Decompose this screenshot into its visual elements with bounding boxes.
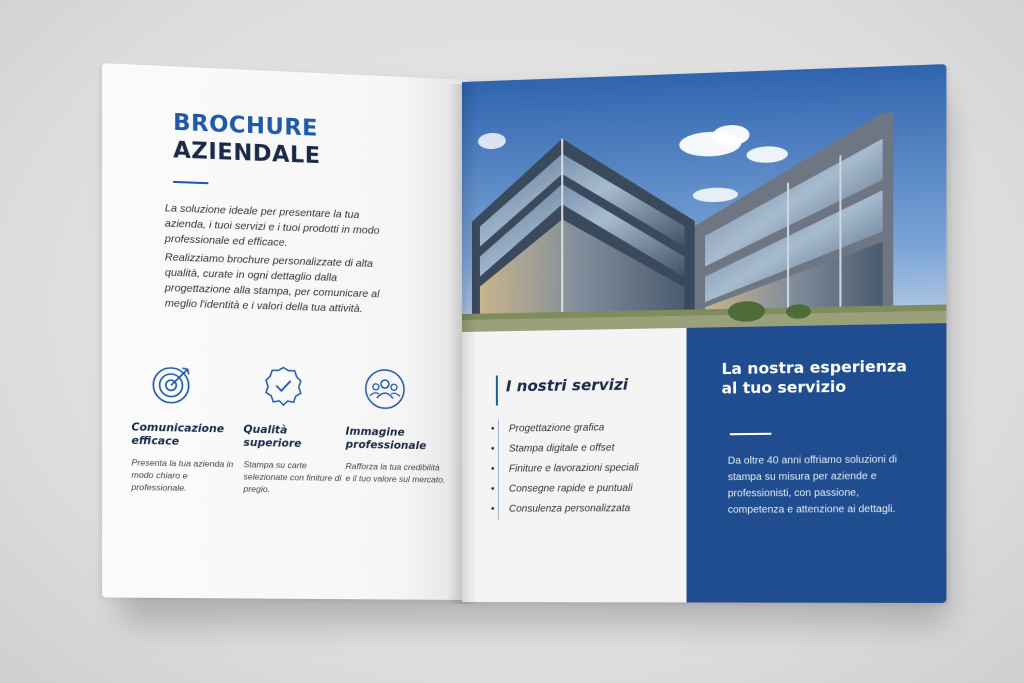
- experience-panel: [687, 323, 947, 603]
- services-heading: I nostri servizi: [505, 375, 629, 396]
- feature-description: Presenta la tua azienda in modo chiaro e professionale.: [131, 457, 234, 493]
- feature-description: Rafforza la tua credibilità e il tuo valore sul mercato.: [345, 460, 446, 485]
- quality-badge-icon: [262, 365, 305, 409]
- features-row: [131, 362, 448, 530]
- brochure-left-page: [102, 63, 470, 600]
- brochure-title: [173, 109, 320, 170]
- office-building-photo: [462, 64, 946, 332]
- experience-heading: La nostra esperienza al tuo servizio: [721, 356, 907, 398]
- brochure-right-page: [462, 64, 946, 603]
- title-line-1: BROCHURE: [173, 110, 318, 142]
- people-group-icon: [364, 367, 406, 410]
- services-list: [498, 417, 701, 520]
- list-item: • Consulenza personalizzata: [498, 499, 701, 520]
- feature-title: Qualità superiore: [243, 423, 302, 450]
- feature-communication: [131, 362, 235, 495]
- title-underline: [173, 181, 208, 184]
- feature-professional-image: [346, 367, 447, 486]
- title-line-2: AZIENDALE: [173, 137, 321, 170]
- intro-paragraph-1: La soluzione ideale per presentare la tua azienda, i tuoi servizi e i tuoi prodotti in modo professionale ed efficace.: [164, 202, 380, 250]
- feature-title: Comunicazione efficace: [131, 421, 225, 448]
- list-item: • Finiture e lavorazioni speciali: [498, 458, 701, 480]
- list-item: • Consegne rapide e puntuali: [498, 478, 701, 500]
- feature-description: Stampa su carte selezionate con finiture di pregio.: [243, 459, 342, 495]
- feature-quality: [243, 365, 345, 497]
- experience-underline: [730, 433, 772, 435]
- target-icon: [150, 362, 194, 406]
- list-item: • Stampa digitale e offset: [498, 438, 701, 460]
- feature-title: Immagine professionale: [345, 425, 427, 453]
- intro-paragraph-2: Realizziamo brochure personalizzate di alta qualità, curate in ogni dettaglio dalla progettazione alla stampa, per comunicare al meglio l'identità e i valori della tua attività.: [164, 251, 380, 315]
- list-item: • Progettazione grafica: [498, 417, 701, 439]
- experience-description: Da oltre 40 anni offriamo soluzioni di stampa su misura per aziende e professionisti, con passione, competenza e attenzione ai dettagli.: [727, 454, 898, 516]
- services-accent-bar: [496, 375, 498, 405]
